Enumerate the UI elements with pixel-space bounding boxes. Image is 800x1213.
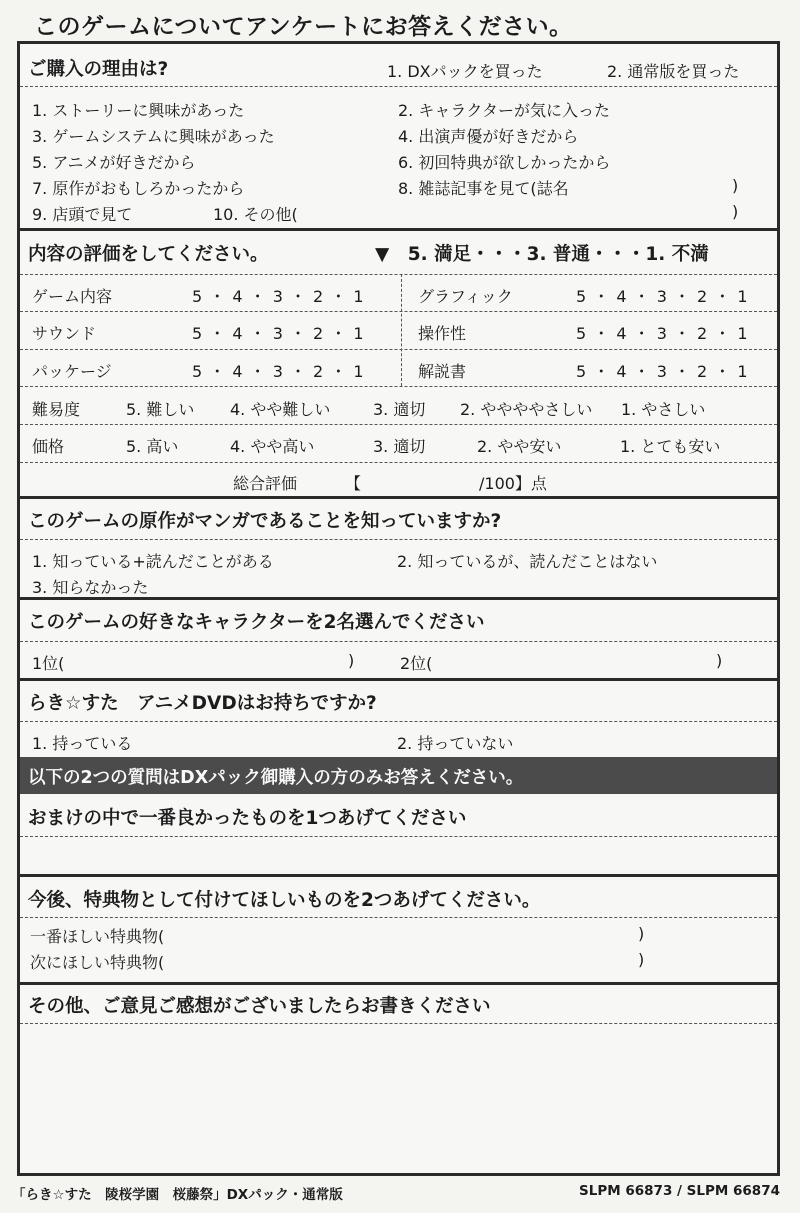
comments-section — [20, 982, 777, 1173]
favorite-second-field[interactable]: 2位( — [400, 654, 433, 673]
favorite-first-field[interactable]: 1位( — [32, 654, 65, 673]
reason-option[interactable]: 9. 店頭で見て — [32, 205, 133, 224]
divider — [20, 836, 777, 837]
rating-heading: 内容の評価をしてください。 — [28, 244, 269, 265]
rating-item-label: ゲーム内容 — [32, 287, 113, 306]
dvd-section — [20, 678, 777, 760]
reason-option[interactable]: 10. その他( — [213, 205, 298, 224]
reason-option[interactable]: 3. ゲームシステムに興味があった — [32, 127, 275, 146]
divider — [20, 462, 777, 463]
manga-option[interactable]: 2. 知っているが、読んだことはない — [397, 552, 658, 571]
column-divider — [401, 274, 402, 386]
purchase-section — [20, 44, 777, 225]
reason-option[interactable]: 7. 原作がおもしろかったから — [32, 179, 245, 198]
edition-dx-option[interactable]: 1. DXパックを買った — [387, 62, 543, 81]
divider — [20, 274, 777, 275]
wish-first-field[interactable]: 一番ほしい特典物( — [30, 927, 165, 946]
difficulty-option[interactable]: 5. 難しい — [126, 400, 195, 419]
price-option[interactable]: 2. やや安い — [477, 437, 562, 456]
survey-title: このゲームについてアンケートにお答えください。 — [34, 14, 573, 40]
dvd-option[interactable]: 1. 持っている — [32, 734, 133, 753]
difficulty-option[interactable]: 4. やや難しい — [230, 400, 331, 419]
rating-scale-choices[interactable]: 5 ・ 4 ・ 3 ・ 2 ・ 1 — [576, 324, 749, 343]
close-paren: ) — [732, 176, 739, 195]
close-paren: ) — [348, 651, 355, 670]
divider — [20, 1023, 777, 1024]
best-bonus-section — [20, 794, 777, 874]
comments-area[interactable] — [20, 1025, 777, 1173]
price-label: 価格 — [32, 437, 65, 456]
overall-label: 総合評価 — [233, 474, 298, 493]
rating-section — [20, 228, 777, 499]
reason-option[interactable]: 8. 雑誌記事を見て(誌名 — [398, 179, 569, 198]
rating-item-label: サウンド — [32, 324, 97, 343]
dvd-heading: らき☆すた アニメDVDはお持ちですか? — [28, 693, 377, 714]
rating-scale-choices[interactable]: 5 ・ 4 ・ 3 ・ 2 ・ 1 — [192, 324, 365, 343]
price-option[interactable]: 5. 高い — [126, 437, 179, 456]
dvd-option[interactable]: 2. 持っていない — [397, 734, 514, 753]
rating-item-label: 解説書 — [418, 362, 467, 381]
divider — [20, 424, 777, 425]
wish-bonus-section — [20, 874, 777, 985]
overall-bracket-open: 【 — [345, 474, 362, 493]
best-bonus-heading: おまけの中で一番良かったものを1つあげてください — [28, 808, 467, 829]
footer-product-name: 「らき☆すた 陵桜学園 桜藤祭」DXパック・通常版 — [12, 1187, 343, 1203]
divider — [20, 721, 777, 722]
footer-product-codes: SLPM 66873 / SLPM 66874 — [579, 1183, 780, 1199]
comments-heading: その他、ご意見ご感想がございましたらお書きください — [28, 996, 491, 1017]
divider — [20, 641, 777, 642]
dx-notice-text: 以下の2つの質問はDXパック御購入の方のみお答えください。 — [28, 768, 524, 788]
rating-scale-choices[interactable]: 5 ・ 4 ・ 3 ・ 2 ・ 1 — [576, 287, 749, 306]
price-option[interactable]: 4. やや高い — [230, 437, 315, 456]
favorite-section — [20, 597, 777, 681]
rating-scale-legend: ▼ 5. 満足・・・3. 普通・・・1. 不満 — [375, 244, 709, 265]
divider — [20, 311, 777, 312]
reason-option[interactable]: 5. アニメが好きだから — [32, 153, 196, 172]
difficulty-option[interactable]: 1. やさしい — [621, 400, 706, 419]
divider — [20, 917, 777, 918]
favorite-heading: このゲームの好きなキャラクターを2名選んでください — [28, 612, 485, 633]
reason-option[interactable]: 2. キャラクターが気に入った — [398, 101, 611, 120]
overall-score-field[interactable]: /100】点 — [479, 474, 547, 493]
manga-option[interactable]: 1. 知っている+読んだことがある — [32, 552, 274, 571]
close-paren: ) — [638, 950, 645, 969]
rating-item-label: グラフィック — [418, 287, 513, 306]
rating-item-label: 操作性 — [418, 324, 467, 343]
manga-section — [20, 496, 777, 600]
divider — [20, 386, 777, 387]
rating-scale-choices[interactable]: 5 ・ 4 ・ 3 ・ 2 ・ 1 — [192, 362, 365, 381]
purchase-heading: ご購入の理由は? — [28, 59, 169, 80]
divider — [20, 539, 777, 540]
edition-standard-option[interactable]: 2. 通常版を買った — [607, 62, 740, 81]
manga-option[interactable]: 3. 知らなかった — [32, 578, 149, 597]
price-option[interactable]: 3. 適切 — [373, 437, 426, 456]
divider — [20, 86, 777, 87]
dx-notice-bar — [20, 757, 777, 794]
price-option[interactable]: 1. とても安い — [620, 437, 721, 456]
close-paren: ) — [716, 651, 723, 670]
manga-heading: このゲームの原作がマンガであることを知っていますか? — [28, 511, 502, 532]
wish-second-field[interactable]: 次にほしい特典物( — [30, 953, 165, 972]
wish-bonus-heading: 今後、特典物として付けてほしいものを2つあげてください。 — [28, 890, 541, 911]
survey-form — [17, 41, 780, 1176]
difficulty-option[interactable]: 3. 適切 — [373, 400, 426, 419]
reason-option[interactable]: 6. 初回特典が欲しかったから — [398, 153, 611, 172]
close-paren: ) — [638, 924, 645, 943]
rating-item-label: パッケージ — [32, 362, 112, 381]
divider — [20, 349, 777, 350]
reason-option[interactable]: 4. 出演声優が好きだから — [398, 127, 579, 146]
rating-scale-choices[interactable]: 5 ・ 4 ・ 3 ・ 2 ・ 1 — [576, 362, 749, 381]
difficulty-option[interactable]: 2. ややややさしい — [460, 400, 593, 419]
reason-option[interactable]: 1. ストーリーに興味があった — [32, 101, 245, 120]
rating-scale-choices[interactable]: 5 ・ 4 ・ 3 ・ 2 ・ 1 — [192, 287, 365, 306]
difficulty-label: 難易度 — [32, 400, 81, 419]
close-paren: ) — [732, 202, 739, 221]
